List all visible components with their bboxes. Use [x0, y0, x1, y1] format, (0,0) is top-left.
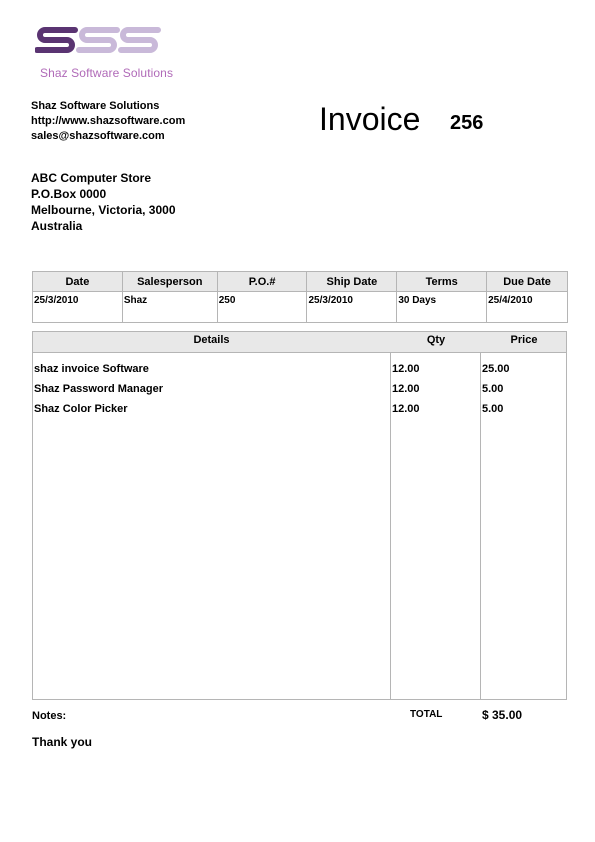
meta-header-row: [33, 272, 568, 292]
meta-value-row: [33, 292, 568, 323]
notes-label: Notes:: [32, 710, 67, 722]
meta-header-terms: Terms: [397, 272, 487, 292]
meta-due-date: 25/4/2010: [487, 292, 568, 323]
meta-date: 25/3/2010: [33, 292, 123, 323]
meta-header-date: Date: [33, 272, 123, 292]
company-logo: [35, 27, 161, 53]
meta-header-ship-date: Ship Date: [307, 272, 397, 292]
thank-you-note: Thank you: [32, 735, 93, 749]
company-email[interactable]: sales@shazsoftware.com: [31, 130, 165, 142]
invoice-number: 256: [450, 112, 484, 134]
header-details: Details: [193, 334, 230, 346]
line-items-header: [33, 332, 566, 353]
item-details: shaz invoice Software: [34, 363, 149, 375]
meta-po: 250: [217, 292, 307, 323]
item-price: 5.00: [482, 383, 504, 395]
invoice-meta-table: [32, 271, 568, 323]
logo-tagline: Shaz Software Solutions: [40, 66, 174, 80]
customer-address-line1: P.O.Box 0000: [31, 187, 107, 201]
company-website[interactable]: http://www.shazsoftware.com: [31, 115, 186, 127]
item-price: 25.00: [482, 363, 510, 375]
line-items-rows: [33, 362, 566, 422]
meta-terms: 30 Days: [397, 292, 487, 323]
header-price: Price: [510, 334, 538, 346]
total-label: TOTAL: [410, 709, 443, 720]
item-qty: 12.00: [392, 363, 420, 375]
meta-header-salesperson: Salesperson: [122, 272, 217, 292]
item-details: Shaz Color Picker: [34, 403, 128, 415]
company-info: [31, 99, 185, 144]
item-qty: 12.00: [392, 403, 420, 415]
meta-ship-date: 25/3/2010: [307, 292, 397, 323]
meta-salesperson: Shaz: [122, 292, 217, 323]
customer-name: ABC Computer Store: [31, 171, 152, 185]
customer-country: Australia: [31, 219, 83, 233]
line-items-table: [32, 331, 567, 700]
total-value: $ 35.00: [482, 708, 523, 722]
table-row: [33, 402, 566, 422]
item-price: 5.00: [482, 403, 504, 415]
bill-to-address: [31, 170, 176, 234]
table-row: [33, 382, 566, 402]
meta-header-due-date: Due Date: [487, 272, 568, 292]
invoice-title: Invoice: [319, 101, 421, 137]
meta-header-po: P.O.#: [217, 272, 307, 292]
item-details: Shaz Password Manager: [34, 383, 163, 395]
item-qty: 12.00: [392, 383, 420, 395]
header-qty: Qty: [426, 334, 446, 346]
table-row: [33, 362, 566, 382]
company-name: Shaz Software Solutions: [31, 100, 160, 112]
customer-address-line2: Melbourne, Victoria, 3000: [31, 203, 176, 217]
